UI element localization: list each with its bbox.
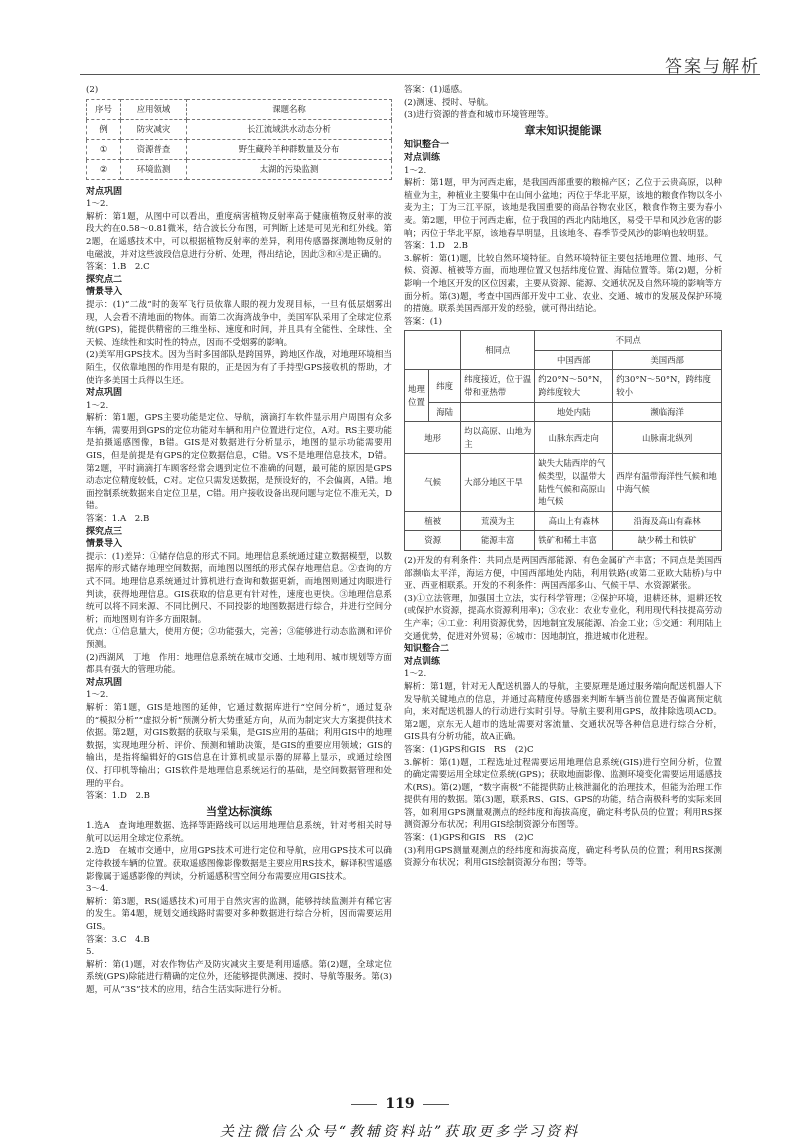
table-cell: 防灾减灾 [121,119,187,139]
section-title: 对点巩固 [86,186,123,197]
section-title: 对点巩固 [86,388,123,399]
question-range: 1～2. [86,690,109,701]
table-row [405,454,722,511]
table-cell: 缺少稀土和铁矿 [613,531,722,551]
table-header-row [405,331,722,351]
section-subtitle: 对点训练 [404,656,441,667]
table-header-cell: 课题名称 [187,99,392,119]
table-row [405,370,722,402]
answer-text: 答案：1.D 2.B [86,791,150,802]
table-cell: 地形 [405,422,461,454]
analysis-text: 解析：第3题，RS(遥感技术)可用于自然灾害的监测，能够持续监测并有稀它害的发生。第4题，规划交通线路时需要对多种数据进行综合分析，因而需要运用GIS。 [86,896,392,933]
section-title: 对点巩固 [86,677,123,688]
section-title: 探究点二 [86,274,123,285]
table-cell: 资源普查 [121,139,187,159]
page-number-dash-right [423,1104,449,1105]
tip-text: 提示：(1)差异：①储存信息的形式不同。地理信息系统通过建立数据模型，以数据库的形式储存地理空间数据，而地图以图纸的形式保存地理信息。②查询的方式不同。地理信息系统通过计算机进行查询和数据更新，而地图则通过肉眼进行判读，获得地理信息。GIS获取的信息更有针对性，速度也更快。③地理信息系统可以将不同来源、不同比例尺、不同投影的地图数据进行综合，并进行空间分析；而地图则有许多方面限制。 [86,551,392,625]
table-row [405,531,722,551]
question-range: 1～2. [86,400,109,411]
table-cell: 均以高原、山地为主 [461,422,535,454]
table-cell: 荒漠为主 [461,511,535,531]
question-range: 1～2. [86,199,109,210]
table-header-cell: 序号 [87,99,121,119]
table-header-cell: 中国西部 [535,350,613,370]
chapter-title: 章末知识提能课 [524,123,602,137]
answer-text: 答案：(1)GPS和GIS RS (2)C [404,833,534,844]
exercise-title: 当堂达标演练 [206,804,272,818]
answer-text: 答案：3.C 4.B [86,934,150,945]
header-title: 答案与解析 [665,57,760,77]
analysis-text: 解析：第(1)题，对农作物估产及防灾减灾主要是利用遥感。第(2)题，全球定位系统(GPS)除能进行精确的定位外，还能够提供测速、授时、导航等服务。第(3)题，可从“3S”技术的应用，结合生活实际进行分析。 [86,959,392,995]
section-subtitle: 情景导入 [86,287,123,298]
table-cell: 气候 [405,454,461,511]
left-column [86,84,392,997]
table-cell [461,402,535,422]
table-header-cell: 应用领域 [121,99,187,119]
table-cell: 长江流域洪水动态分析 [187,119,392,139]
page-header [0,0,800,77]
table-cell: 缺失大陆西岸的气候类型，以温带大陆性气候和高原山地气候 [535,454,613,511]
table-cell: ① [87,139,121,159]
section-subtitle: 情景导入 [86,539,123,550]
table-row [405,511,722,531]
application-table [86,99,392,180]
answer-text: 答案：(1) [404,316,442,327]
table-cell: 沿海及高山有森林 [613,511,722,531]
table-row [87,139,392,159]
analysis-text: 3.解析：第(1)题，工程选址过程需要运用地理信息系统(GIS)进行空间分析，位置的确定需要运用全球定位系统(GPS)；获取地面影像、监测环境变化需要运用遥感技术(RS)。第(2)题，“数字南极”不能提供防止核泄漏化的治理技术，但能为治理工作提供有用的数据。第(3)题，联系RS、GIS、GPS的功能，结合南极科考的实际来回答，如利用GPS测量观测点的经纬度和海拔高度，确定科考队员的位置；利用RS探测资源分布状况；利用GIS绘制资源分布图等。 [404,757,722,831]
answer-text: 答案：1.A 2.B [86,514,150,525]
analysis-text: 解析：第1题，针对无人配送机器人的导航，主要原理是通过服务端向配送机器人下发导航关键地点的信息，并通过高精度传感器来判断车辆当前位置是否偏离预定航向，来对配送机器人的行动进行实时引导。导航主要利用GPS，故排除选项ACD。第2题，京东无人超市的选址需要对客流量、交通状况等各种信息进行综合分析，GIS具有分析功能，故A正确。 [404,681,722,743]
page-number [0,1096,800,1112]
answer-text: (2)测速、授时、导航。 [404,97,494,108]
table-row [87,119,392,139]
header-divider [80,74,760,75]
table-cell: 能源丰富 [461,531,535,551]
analysis-text: 解析：第1题，GPS主要功能是定位、导航，滴滴打车软件显示用户周围有众多车辆，需要用到GPS的定位功能对车辆和用户位置进行定位，A对。RS主要功能是拍摄遥感图像，B错。GIS是对数据进行分析显示，地图的显示功能需要用GIS，但是前提是有GPS的定位数据信息，C错。VS不是地理信息技术，D错。第2题，平时滴滴打车顾客经常会遇到定位不准确的问题，最可能的原因是GPS动态定位精度较低，C对。定位只需发送数据，是预设好的，不会偏离，A错。地面控制系统数据来自定位卫星，C错。用户接收设备出现问题与定位不准无关，D错。 [86,413,392,512]
question-range: 1～2. [404,165,427,176]
table-cell: 例 [87,119,121,139]
exercise-answer: 2.选D 在城市交通中，应用GPS技术可进行定位和导航，应用GPS技术可以确定待救援车辆的位置。获取遥感图像影像数据是主要应用RS技术，解译积雪遥感影像属于遥感影像的判读，分析遥感积雪空间分布需要应用GIS技术。 [86,846,392,882]
table-header-cell: 不同点 [535,331,722,351]
footer-note: 关注微信公众号“教辅资料站”获取更多学习资料 [219,1124,581,1140]
tip-text: (2)美军用GPS技术。因为当时多国部队是跨国界，跨地区作战，对地理环境相当陌生，仅依靠地图的作用是有限的，正是因为有了手持型GPS接收机的帮助，才使许多美国士兵得以生还。 [86,350,392,386]
table-cell: 铁矿和稀土丰富 [535,531,613,551]
table-cell: 山脉东西走向 [535,422,613,454]
answer-text: (3)利用GPS测量观测点的经纬度和海拔高度，确定科考队员的位置；利用RS探测资源分布状况；利用GIS绘制资源分布图；等等。 [404,845,722,869]
answer-text: (3)①立法管理，加强国土立法，实行科学管理；②保护环境，退耕还林，退耕还牧(或保护水资源，提高水资源利用率)；③农业：农业专业化，利用现代科技提高劳动生产率；④工业：利用资源优势，因地制宜发展能源、冶金工业；⑤交通：利用陆上交通优势，促进对外贸易；⑥城市：因地制宜，推进城市化进程。 [404,593,722,642]
table-row [405,402,722,422]
answer-text: (2)开发的有利条件：共同点是两国西部能源、有色金属矿产丰富；不同点是美国西部濒临太平洋，海运方便，中国西部地处内陆，利用铁路(或第二亚欧大陆桥)与中亚、西亚相联系。开发的不利条件：两国西部多山、气候干旱、水资源紧张。 [404,556,722,592]
table-cell: ② [87,159,121,179]
tip-text: 优点：①信息量大，使用方便；②功能强大，完善；③能够进行动态监测和评价预测。 [86,627,392,650]
table1-label: (2) [86,85,99,95]
answer-text: (3)进行资源的普查和城市环境管理等。 [404,110,554,121]
table-corner-cell [405,331,461,370]
page-number-text: 119 [385,1096,415,1112]
table-header-cell: 美国西部 [613,350,722,370]
tip-text: 提示：(1)“二战”时的轰军飞行员依靠人眼的视力发现目标，一旦有低层烟雾出现，人会看不清地面的物体。而第二次海湾战争中，美国军队采用了全球定位系统(GPS)，能提供精密的三维坐标、速度和时间，并且具有全能性、全球性、全天候、连续性和实时性的特点，因而不受烟雾的影响。 [86,299,392,348]
analysis-text: 解析：第1题，GIS是地图的延伸，它通过数据库进行“空间分析”，通过复杂的“模拟分析”“虚拟分析”预测分析大势重延方向，从而为制定灾大方案提供技术依据。第2题，对GIS数据的获取与采集，是GIS应用的基础；利用GIS中的地理数据，实现地理分析、评价、预测和辅助决策，是GIS的重要应用领域；GIS的输出，是指将编辑好的GIS信息在计算机或显示器的屏幕上显示，或通过绘图仪、打印机等输出；GIS软件是地理信息系统运行的基础，是空间数据管理和处理的平台。 [86,702,392,789]
table-cell: 濒临海洋 [613,402,722,422]
table-cell: 纬度接近，位于温带和亚热带 [461,370,535,402]
table-cell: 地处内陆 [535,402,613,422]
table-cell: 海陆 [429,402,461,422]
table-header-cell: 相同点 [461,331,535,370]
question-range: 3～4. [86,884,109,895]
table-row [405,422,722,454]
table-cell: 野生藏羚羊种群数量及分布 [187,139,392,159]
table-cell: 山脉南北纵列 [613,422,722,454]
table-cell: 太湖的污染监测 [187,159,392,179]
section-title: 知识整合二 [404,644,450,655]
question-range: 1～2. [404,669,427,680]
tip-text: (2)西湖风 丁地 作用：地理信息系统在城市交通、土地利用、城市规划等方面都具有强大的管理功能。 [86,652,392,676]
answer-text: 答案：(1)GPS和GIS RS (2)C [404,744,534,755]
section-subtitle: 对点训练 [404,152,441,163]
table-header-row [87,99,392,119]
table-cell: 高山上有森林 [535,511,613,531]
table-cell: 大部分地区干旱 [461,454,535,511]
table-cell: 西岸有温带海洋性气候和地中海气候 [613,454,722,511]
table-cell: 地理位置 [405,370,429,422]
question-range: 5. [86,947,95,958]
answer-text: 答案：(1)遥感。 [404,85,468,95]
table-cell: 约30°N～50°N，跨纬度较小 [613,370,722,402]
table-cell: 纬度 [429,370,461,402]
table-cell: 植被 [405,511,461,531]
answer-text: 答案：1.B 2.C [86,262,150,273]
section-title: 探究点三 [86,526,123,537]
analysis-text: 3.解析：第(1)题，比较自然环境特征。自然环境特征主要包括地理位置、地形、气候、资源、植被等方面，而地理位置又包括纬度位置、海陆位置等。第(2)题，分析影响一个地区开发的区位因素，主要从资源、能源、交通状况及自然环境的影响等方面分析。第(3)题，考查中国西部开发中工业、农业、交通、城市的发展及保护环境的措施。联系美国西部开发的经验，就可得出结论。 [404,253,722,315]
section-title: 知识整合一 [404,140,450,151]
table-cell: 资源 [405,531,461,551]
table-cell: 环境监测 [121,159,187,179]
answer-text: 答案：1.D 2.B [404,241,468,252]
page-number-dash-left [351,1104,377,1105]
comparison-table [404,330,722,551]
table-row [87,159,392,179]
analysis-text: 解析：第1题，甲为河西走廊，是我国西部重要的粮棉产区；乙位于云贵高原，以种植业为主，种植业主要集中在山间小盆地；丙位于华北平原，该地的粮食作物以冬小麦为主；丁为三江平原，该地是我国重要的商品谷物农业区，粮食作物主要为春小麦。第2题，甲位于河西走廊，位于我国的西北内陆地区，易受干旱和风沙危害的影响；丙位于华北平原，该地春旱明显，且该地冬、春季节受风沙的影响也较明显。 [404,178,722,239]
right-column [404,84,722,870]
exercise-answer: 1.选A 查询地理数据、选择等距路线可以运用地理信息系统，针对考相关时导航可以运用全球定位系统。 [86,821,392,844]
analysis-text: 解析：第1题，从图中可以看出，重度病害植物反射率高于健康植物反射率的波段大约在0.58～0.81微米，结合波长分布图，可判断上述是可见光和红外线。第2题，在遥感技术中，可以根据植物反射率的差异，利用传感器探测地物反射的电磁波，并对这些波段信息进行分析、处理，得出结论，因此③和④是正确的。 [86,211,392,260]
table-cell: 约20°N～50°N，跨纬度较大 [535,370,613,402]
